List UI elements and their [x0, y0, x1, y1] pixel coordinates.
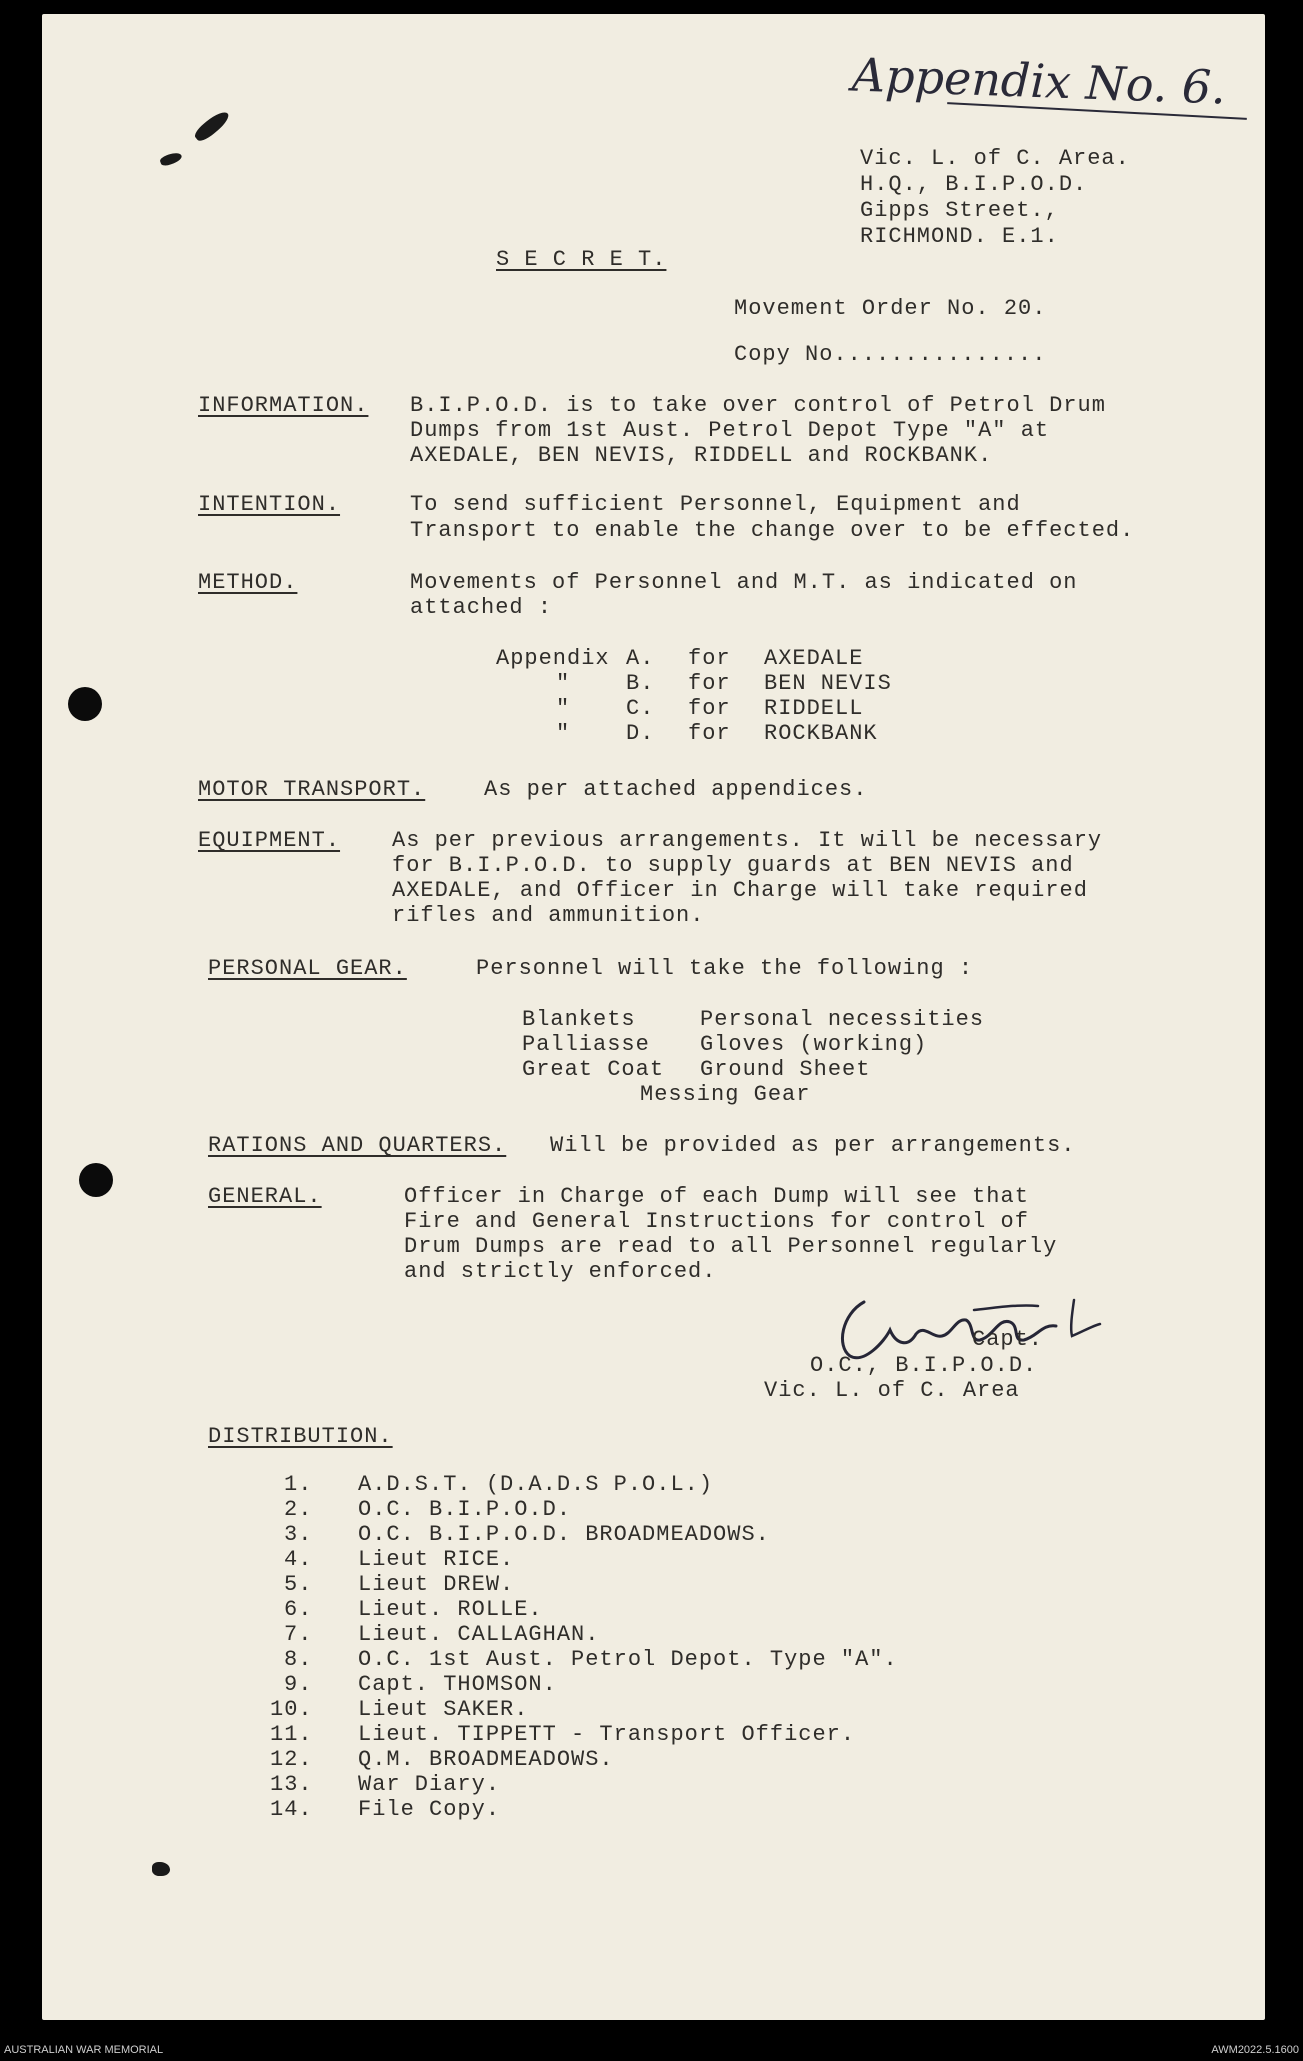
distribution-number: 2. — [284, 1497, 313, 1522]
appendix-prefix: " — [556, 721, 571, 746]
gear-item: Messing Gear — [640, 1082, 811, 1107]
appendix-for: for — [688, 721, 731, 746]
appendix-prefix: " — [556, 696, 571, 721]
motor-transport-text: As per attached appendices. — [484, 777, 868, 802]
handwritten-annotation: Appendix No. 6. — [851, 47, 1227, 115]
appendix-place: AXEDALE — [764, 646, 864, 671]
distribution-label: DISTRIBUTION. — [208, 1424, 393, 1449]
appendix-prefix: " — [556, 671, 571, 696]
intention-text: To send sufficient Personnel, Equipment and — [410, 492, 1021, 517]
gear-item: Gloves (working) — [700, 1032, 928, 1057]
distribution-number: 14. — [270, 1797, 313, 1822]
information-text: AXEDALE, BEN NEVIS, RIDDELL and ROCKBANK. — [410, 443, 993, 468]
information-text: Dumps from 1st Aust. Petrol Depot Type "A" at — [410, 418, 1050, 443]
appendix-letter: C. — [626, 696, 655, 721]
signature-area: Vic. L. of C. Area — [764, 1378, 1020, 1403]
intention-text: Transport to enable the change over to be effected. — [410, 518, 1135, 543]
appendix-place: BEN NEVIS — [764, 671, 892, 696]
address-line: RICHMOND. E.1. — [860, 224, 1059, 249]
equipment-text: rifles and ammunition. — [392, 903, 705, 928]
distribution-item: War Diary. — [358, 1772, 501, 1797]
distribution-item: Lieut SAKER. — [358, 1697, 529, 1722]
distribution-item: Capt. THOMSON. — [358, 1672, 557, 1697]
address-line: H.Q., B.I.P.O.D. — [860, 172, 1088, 197]
appendix-for: for — [688, 671, 731, 696]
address-line: Vic. L. of C. Area. — [860, 146, 1130, 171]
distribution-item: Lieut. TIPPETT - Transport Officer. — [358, 1722, 856, 1747]
information-text: B.I.P.O.D. is to take over control of Petrol Drum — [410, 393, 1106, 418]
method-text: Movements of Personnel and M.T. as indicated on — [410, 570, 1078, 595]
distribution-number: 10. — [270, 1697, 313, 1722]
distribution-item: O.C. B.I.P.O.D. BROADMEADOWS. — [358, 1522, 770, 1547]
equipment-label: EQUIPMENT. — [198, 828, 341, 853]
punch-hole — [68, 687, 102, 721]
equipment-text: AXEDALE, and Officer in Charge will take required — [392, 878, 1088, 903]
distribution-item: File Copy. — [358, 1797, 501, 1822]
distribution-number: 4. — [284, 1547, 313, 1572]
distribution-item: Lieut. CALLAGHAN. — [358, 1622, 600, 1647]
address-line: Gipps Street., — [860, 198, 1059, 223]
ink-blot — [192, 108, 232, 144]
appendix-letter: A. — [626, 646, 655, 671]
punch-hole — [79, 1163, 113, 1197]
copy-number: Copy No............... — [734, 342, 1047, 367]
distribution-item: Lieut DREW. — [358, 1572, 515, 1597]
general-text: and strictly enforced. — [404, 1259, 717, 1284]
gear-item: Ground Sheet — [700, 1057, 871, 1082]
rations-label: RATIONS AND QUARTERS. — [208, 1133, 507, 1158]
distribution-number: 13. — [270, 1772, 313, 1797]
appendix-letter: B. — [626, 671, 655, 696]
personal-gear-label: PERSONAL GEAR. — [208, 956, 407, 981]
equipment-text: As per previous arrangements. It will be necessary — [392, 828, 1103, 853]
method-text: attached : — [410, 595, 553, 620]
gear-item: Great Coat — [522, 1057, 665, 1082]
distribution-number: 11. — [270, 1722, 313, 1747]
appendix-for: for — [688, 646, 731, 671]
ink-blot — [152, 1862, 170, 1876]
signature-title: O.C., B.I.P.O.D. — [810, 1353, 1038, 1378]
general-text: Officer in Charge of each Dump will see that — [404, 1184, 1029, 1209]
ink-blot — [159, 151, 183, 168]
distribution-item: Lieut. ROLLE. — [358, 1597, 543, 1622]
general-label: GENERAL. — [208, 1184, 322, 1209]
appendix-prefix: Appendix — [496, 646, 610, 671]
appendix-for: for — [688, 696, 731, 721]
distribution-item: Q.M. BROADMEADOWS. — [358, 1747, 614, 1772]
gear-item: Personal necessities — [700, 1007, 985, 1032]
method-label: METHOD. — [198, 570, 298, 595]
distribution-number: 7. — [284, 1622, 313, 1647]
rations-text: Will be provided as per arrangements. — [550, 1133, 1076, 1158]
gear-item: Palliasse — [522, 1032, 650, 1057]
footer-credit: AUSTRALIAN WAR MEMORIAL — [4, 2044, 164, 2056]
distribution-item: O.C. B.I.P.O.D. — [358, 1497, 572, 1522]
distribution-item: Lieut RICE. — [358, 1547, 515, 1572]
distribution-number: 5. — [284, 1572, 313, 1597]
distribution-number: 1. — [284, 1472, 313, 1497]
personal-gear-text: Personnel will take the following : — [476, 956, 974, 981]
distribution-number: 8. — [284, 1647, 313, 1672]
distribution-item: O.C. 1st Aust. Petrol Depot. Type "A". — [358, 1647, 898, 1672]
appendix-place: ROCKBANK — [764, 721, 878, 746]
general-text: Fire and General Instructions for control of — [404, 1209, 1029, 1234]
motor-transport-label: MOTOR TRANSPORT. — [198, 777, 426, 802]
distribution-number: 6. — [284, 1597, 313, 1622]
distribution-number: 9. — [284, 1672, 313, 1697]
distribution-number: 3. — [284, 1522, 313, 1547]
information-label: INFORMATION. — [198, 393, 369, 418]
distribution-item: A.D.S.T. (D.A.D.S P.O.L.) — [358, 1472, 714, 1497]
footer-reference: AWM2022.5.1600 — [1211, 2044, 1299, 2056]
intention-label: INTENTION. — [198, 492, 341, 517]
signature-rank: Capt. — [972, 1327, 1044, 1352]
appendix-place: RIDDELL — [764, 696, 864, 721]
gear-item: Blankets — [522, 1007, 636, 1032]
general-text: Drum Dumps are read to all Personnel regularly — [404, 1234, 1058, 1259]
distribution-number: 12. — [270, 1747, 313, 1772]
document-page — [42, 14, 1265, 2020]
equipment-text: for B.I.P.O.D. to supply guards at BEN NEVIS and — [392, 853, 1074, 878]
appendix-letter: D. — [626, 721, 655, 746]
classification-heading: S E C R E T. — [496, 247, 667, 272]
movement-order-number: Movement Order No. 20. — [734, 296, 1047, 321]
